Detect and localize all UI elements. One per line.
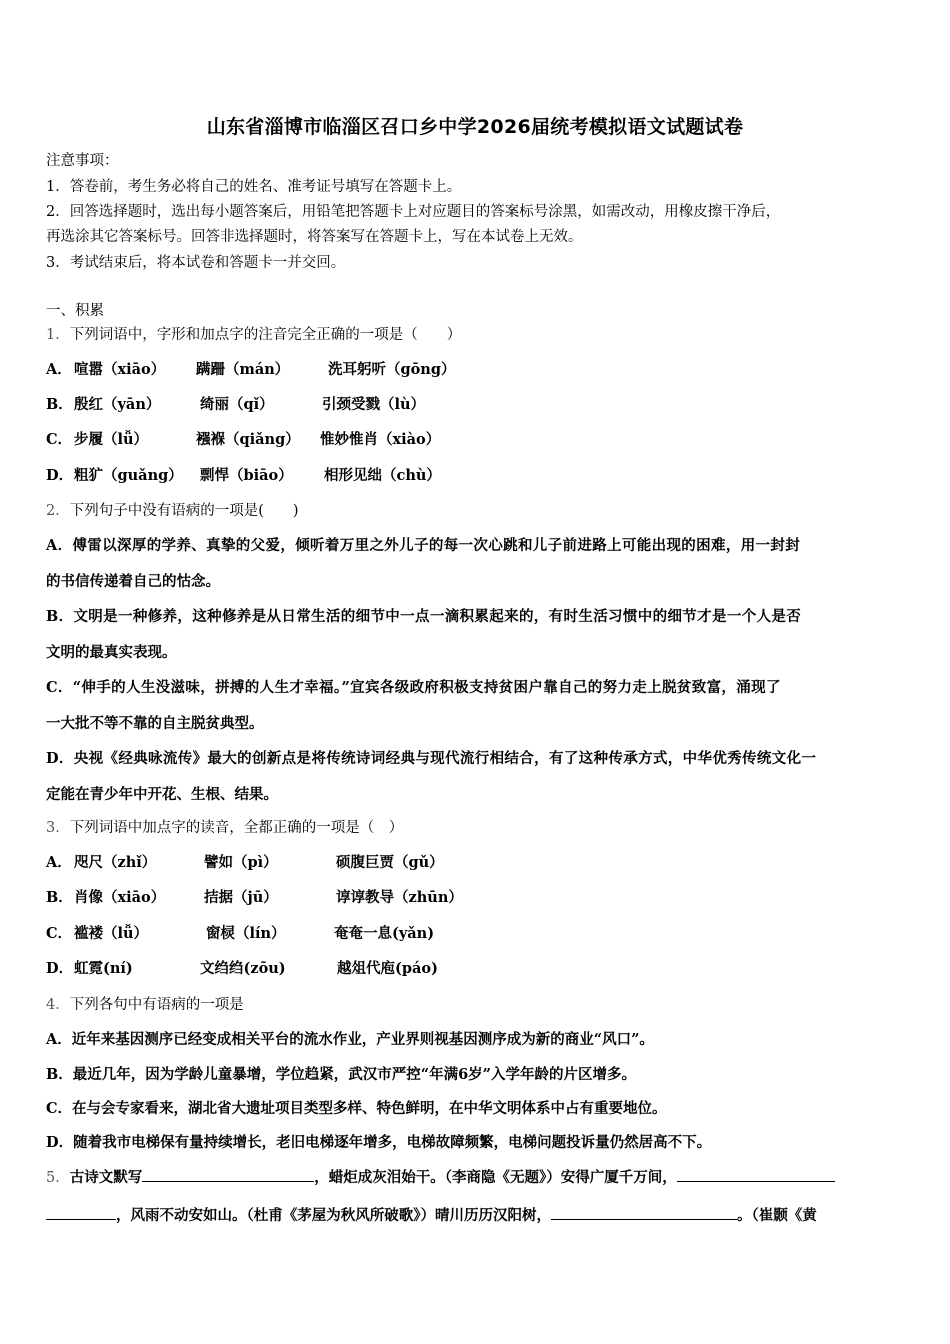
answer-blank[interactable] (551, 1205, 737, 1220)
notice-item-1: 1．答卷前，考生务必将自己的姓名、准考证号填写在答题卡上。 (46, 179, 462, 195)
option-label: A． (46, 854, 72, 871)
question-text: 。（崔颢《黄 (737, 1207, 817, 1224)
option-label: B． (46, 889, 73, 906)
option-label: D． (46, 467, 74, 484)
option-word: 肖像（xiāo） (74, 889, 166, 906)
question-5-line-2 (46, 1205, 817, 1226)
question-text: 下列词语中加点字的读音，全都正确的一项是（ ） (69, 820, 404, 836)
option-word: 步履（lǚ） (74, 431, 149, 448)
option-word: 喧嚣（xiāo） (74, 361, 166, 378)
option-word: 硕腹巨贾（gǔ） (336, 854, 444, 871)
option-word: 殷红（yān） (74, 396, 161, 413)
answer-blank[interactable] (142, 1167, 314, 1182)
option-word: 绮丽（qǐ） (200, 396, 274, 413)
notice-item-2-cont: 再选涂其它答案标号。回答非选择题时，将答案写在答题卡上，写在本试卷上无效。 (46, 229, 583, 245)
q4-option-a: A．近年来基因测序已经变成相关平台的流水作业，产业界则视基因测序成为新的商业“风口”。 (46, 1031, 654, 1048)
option-label: C． (46, 925, 73, 942)
option-word: 相形见绌（chù） (324, 467, 441, 484)
q4-option-b: B．最近几年，因为学龄儿童暴增，学位趋紧，武汉市严控“年满6岁”入学年龄的片区增多。 (46, 1066, 637, 1083)
option-word: 襁褓（qiǎng） (196, 431, 300, 448)
section-heading: 一、积累 (46, 303, 104, 319)
q2-option-b: B．文明是一种修养，这种修养是从日常生活的细节中一点一滴积累起来的，有时生活习惯中的细节才是一个人是否 (46, 608, 802, 625)
question-text: ，蜡炬成灰泪始干。（李商隐《无题》）安得广厦千万间， (314, 1169, 677, 1186)
option-word: 蹒跚（mán） (196, 361, 290, 378)
option-word: 譬如（pì） (204, 854, 278, 871)
option-word: 咫尺（zhǐ） (74, 854, 157, 871)
question-text: ，风雨不动安如山。（杜甫《茅屋为秋风所破歌》）晴川历历汉阳树， (116, 1207, 551, 1224)
option-word: 粗犷（guǎng） (74, 467, 183, 484)
option-word: 洗耳躬听（gōng） (328, 361, 456, 378)
question-text: 下列句子中没有语病的一项是( ) (69, 503, 299, 519)
question-text: 下列词语中，字形和加点字的注音完全正确的一项是（ ） (69, 327, 462, 343)
question-number: 4． (46, 997, 70, 1013)
question-number: 1． (46, 327, 70, 343)
answer-blank[interactable] (46, 1205, 116, 1220)
option-word: 褴褛（lǚ） (74, 925, 149, 942)
option-label: C． (46, 431, 73, 448)
notice-item-2: 2．回答选择题时，选出每小题答案后，用铅笔把答题卡上对应题目的答案标号涂黑，如需改动，用橡皮擦干净后， (46, 204, 781, 220)
question-number: 3． (46, 820, 70, 836)
q2-option-d-cont: 定能在青少年中开花、生根、结果。 (46, 786, 278, 803)
q2-option-d: D．央视《经典咏流传》最大的创新点是将传统诗词经典与现代流行相结合，有了这种传承方式，中华优秀传统文化一 (46, 750, 817, 767)
question-3-stem (46, 818, 403, 838)
question-4-stem (46, 995, 244, 1015)
option-label: A． (46, 361, 72, 378)
notice-item-3: 3．考试结束后，将本试卷和答题卡一并交回。 (46, 255, 346, 271)
option-word: 拮据（jū） (204, 889, 278, 906)
q2-option-a-cont: 的书信传递着自己的怙念。 (46, 573, 220, 590)
option-label: B． (46, 396, 73, 413)
option-word: 越俎代庖(páo) (337, 960, 438, 977)
option-label: D． (46, 960, 74, 977)
option-word: 剽悍（biāo） (200, 467, 293, 484)
question-5-line-1 (46, 1167, 835, 1188)
question-text: 下列各句中有语病的一项是 (69, 997, 244, 1013)
option-word: 虹霓(ní) (74, 960, 133, 977)
question-1-stem (46, 325, 461, 345)
option-word: 奄奄一息(yǎn) (334, 925, 435, 942)
question-number: 5． (46, 1170, 70, 1186)
option-word: 引颈受戮（lù） (322, 396, 426, 413)
q2-option-c: C．“伸手的人生没滋味，拼搏的人生才幸福。”宜宾各级政府积极支持贫困户靠自己的努力走上脱贫致富，涌现了 (46, 679, 781, 696)
question-number: 2． (46, 503, 70, 519)
question-2-stem (46, 501, 299, 521)
answer-blank[interactable] (677, 1167, 835, 1182)
q4-option-d: D．随着我市电梯保有量持续增长，老旧电梯逐年增多，电梯故障频繁，电梯问题投诉量仍然居高不下。 (46, 1134, 712, 1151)
question-text: 古诗文默写 (69, 1169, 143, 1186)
notice-heading: 注意事项： (46, 153, 119, 169)
option-word: 惟妙惟肖（xiào） (320, 431, 441, 448)
q2-option-b-cont: 文明的最真实表现。 (46, 644, 177, 661)
page-title: 山东省淄博市临淄区召口乡中学2026届统考模拟语文试题试卷 (206, 116, 744, 138)
q4-option-c: C．在与会专家看来，湖北省大遗址项目类型多样、特色鲜明，在中华文明体系中占有重要地位。 (46, 1100, 667, 1117)
q2-option-c-cont: 一大批不等不靠的自主脱贫典型。 (46, 715, 264, 732)
option-word: 谆谆教导（zhūn） (336, 889, 463, 906)
option-word: 窗棂（lín） (206, 925, 286, 942)
q2-option-a: A．傅雷以深厚的学养、真挚的父爱，倾听着万里之外儿子的每一次心跳和儿子前进路上可能出现的困难，用一封封 (46, 537, 801, 554)
option-word: 文绉绉(zōu) (200, 960, 286, 977)
